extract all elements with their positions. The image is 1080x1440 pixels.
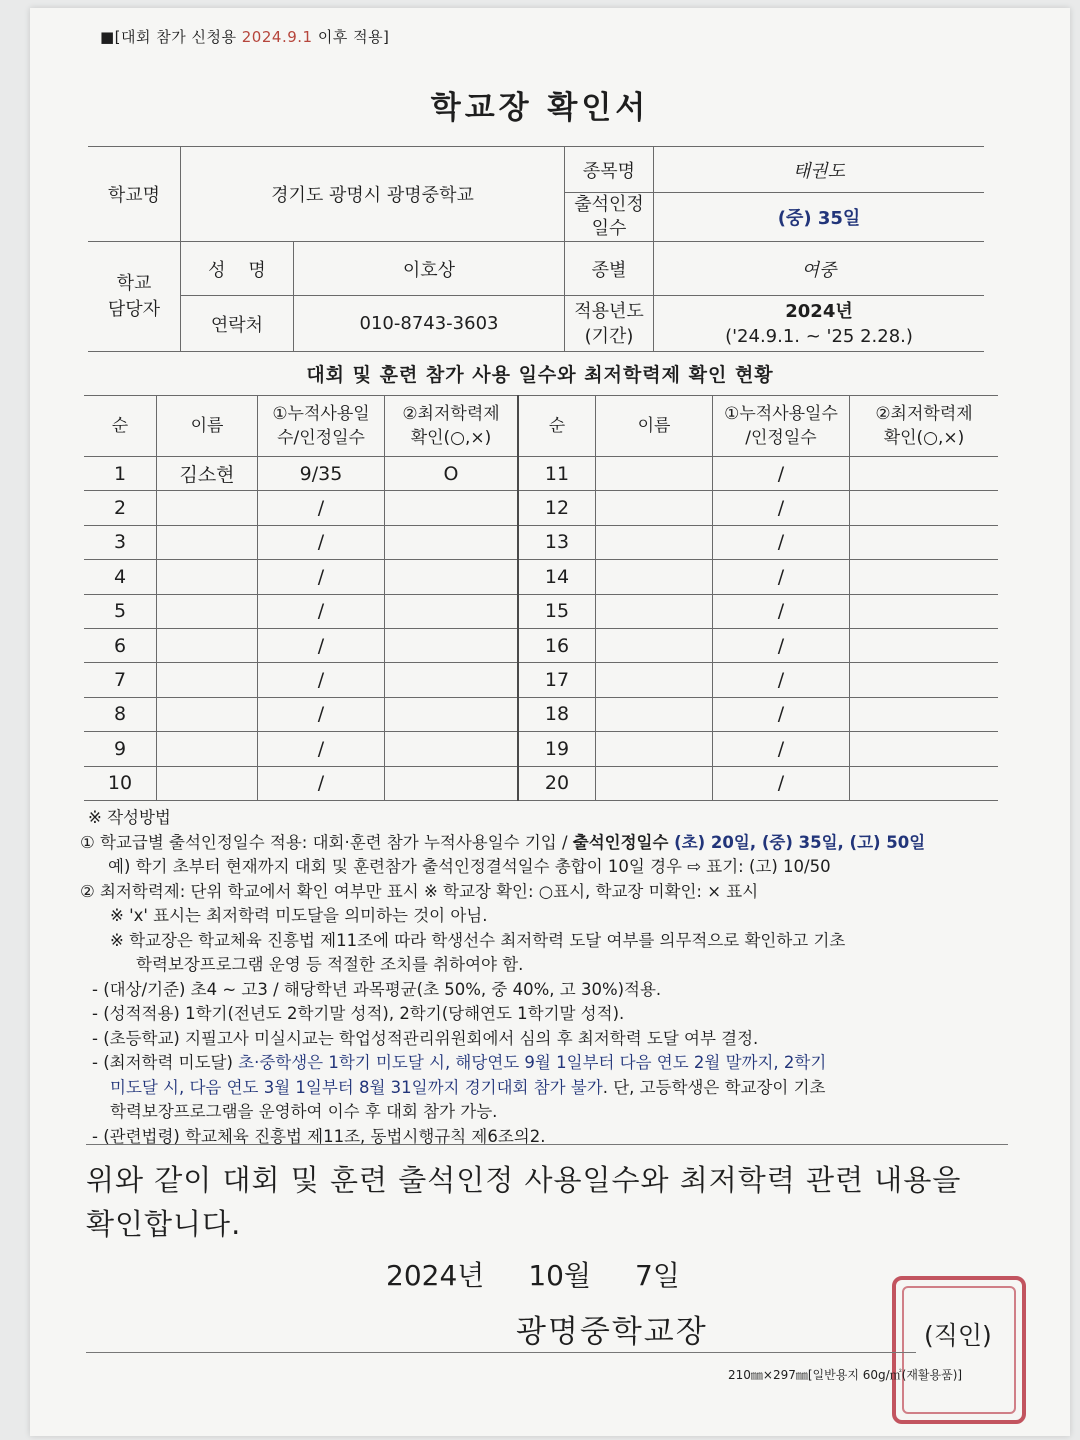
row-no: 10 xyxy=(84,766,157,800)
row-name xyxy=(157,560,258,594)
bullet-grades: - (성적적용) 1학기(전년도 2학기말 성적), 2학기(당해연도 1학기말 성적). xyxy=(92,1004,625,1023)
row-no: 3 xyxy=(84,525,157,559)
row-name-right xyxy=(596,525,713,559)
bullet-underachieve-rule: 초·중학생은 1학기 미도달 시, 해당연도 9월 1일부터 다음 연도 2월 말까지, 2학기 xyxy=(238,1053,827,1072)
year-label-line2: (기간) xyxy=(584,325,634,347)
row-check-right xyxy=(850,491,999,525)
row-no-right: 14 xyxy=(518,560,596,594)
document-title: 학교장 확인서 xyxy=(430,90,650,126)
row-days: / xyxy=(258,525,385,559)
row-check-right xyxy=(850,457,999,491)
row-days-right: / xyxy=(713,491,850,525)
manager-label-line1: 학교 xyxy=(116,272,152,294)
table-row xyxy=(84,697,998,731)
row-days: / xyxy=(258,732,385,766)
col-days-right-line1: ①누적사용일수 xyxy=(724,404,838,424)
row-no-right: 11 xyxy=(518,457,596,491)
row-days-right: / xyxy=(713,663,850,697)
sign-date xyxy=(386,1254,680,1294)
row-check xyxy=(385,766,519,800)
note-1-days: (초) 20일, (중) 35일, (고) 50일 xyxy=(674,832,926,852)
year-value-line1: 2024년 xyxy=(785,300,853,322)
category-value: 여중 xyxy=(654,242,985,296)
school-value: 경기도 광명시 광명중학교 xyxy=(181,147,565,242)
row-name xyxy=(157,663,258,697)
row-days: / xyxy=(258,628,385,662)
row-check-right xyxy=(850,525,999,559)
row-days-right: / xyxy=(713,457,850,491)
row-name-right xyxy=(596,457,713,491)
col-days-line2: 수/인정일수 xyxy=(277,428,365,448)
row-name-right xyxy=(596,628,713,662)
row-check-right xyxy=(850,663,999,697)
row-check-right xyxy=(850,560,999,594)
form-tag xyxy=(100,26,389,47)
bullet-law: - (관련법령) 학교체육 진흥법 제11조, 동법시행규칙 제6조의2. xyxy=(92,1126,546,1146)
year-value-line2: ('24.9.1. ~ '25 2.28.) xyxy=(725,325,913,347)
school-label: 학교명 xyxy=(88,147,181,242)
status-title: 대회 및 훈련 참가 사용 일수와 최저학력제 확인 현황 xyxy=(306,364,774,386)
bullet-underachieve-label: - (최저학력 미도달) xyxy=(92,1053,239,1072)
row-name xyxy=(157,732,258,766)
note-2-sub1: ※ 'x' 표시는 최저학력 미도달을 의미하는 것이 아님. xyxy=(110,906,488,925)
row-no: 8 xyxy=(84,697,157,731)
col-check-right-line1: ②최저학력제 xyxy=(875,404,973,424)
bullet-underachieve-cont xyxy=(80,1076,1010,1101)
row-no: 4 xyxy=(84,560,157,594)
row-name-right xyxy=(596,697,713,731)
row-name xyxy=(157,628,258,662)
row-check-right xyxy=(850,628,999,662)
col-days-line1: ①누적사용일 xyxy=(272,404,370,424)
col-days-right-line2: /인정일수 xyxy=(745,428,817,448)
sign-year: 2024년 xyxy=(386,1259,485,1292)
row-name-right xyxy=(596,732,713,766)
col-days-right xyxy=(713,396,850,457)
col-check-line1: ②최저학력제 xyxy=(402,404,500,424)
table-row xyxy=(84,663,998,697)
manager-label-line2: 담당자 xyxy=(107,298,161,320)
school-info-table xyxy=(88,146,984,352)
row-no-right: 19 xyxy=(518,732,596,766)
sport-label: 종목명 xyxy=(565,147,654,193)
bullet-underachieve-rule-cont: 미도달 시, 다음 연도 3월 1일부터 8월 31일까지 경기대회 참가 불가 xyxy=(110,1077,603,1097)
row-name xyxy=(157,525,258,559)
row-days-right: / xyxy=(713,525,850,559)
row-name-right xyxy=(596,663,713,697)
note-1-text: ① 학교급별 출석인정일수 적용: 대회·훈련 참가 누적사용일수 기입 / xyxy=(80,832,573,852)
row-name xyxy=(157,594,258,628)
row-days-right: / xyxy=(713,732,850,766)
row-days: / xyxy=(258,560,385,594)
notes-heading: ※ 작성방법 xyxy=(88,808,171,827)
row-no-right: 17 xyxy=(518,663,596,697)
table-row xyxy=(84,594,998,628)
row-no: 9 xyxy=(84,732,157,766)
table-row xyxy=(84,457,998,491)
row-name xyxy=(157,697,258,731)
row-check xyxy=(385,525,519,559)
row-days-right: / xyxy=(713,766,850,800)
row-check xyxy=(385,697,519,731)
col-check-line2: 확인(○,×) xyxy=(410,428,492,448)
row-no: 5 xyxy=(84,594,157,628)
row-no-right: 12 xyxy=(518,491,596,525)
table-row xyxy=(84,628,998,662)
instructions xyxy=(80,806,1010,1149)
row-days-right: / xyxy=(713,697,850,731)
divider-top xyxy=(86,1144,1008,1145)
note-2-sub2: ※ 학교장은 학교체육 진흥법 제11조에 따라 학생선수 최저학력 도달 여부를 의무적으로 확인하고 기초 xyxy=(110,930,846,950)
row-days: / xyxy=(258,491,385,525)
paper-spec: 210㎜×297㎜[일반용지 60g/㎡(재활용품)] xyxy=(728,1368,963,1382)
confirmation-line2: 확인합니다. xyxy=(86,1207,242,1241)
row-days: / xyxy=(258,594,385,628)
category-label: 종별 xyxy=(565,242,654,296)
row-check xyxy=(385,491,519,525)
table-row xyxy=(84,491,998,525)
col-no: 순 xyxy=(84,396,157,457)
form-tag-suffix: 이후 적용] xyxy=(312,28,390,46)
row-days: / xyxy=(258,766,385,800)
row-no-right: 13 xyxy=(518,525,596,559)
table-row xyxy=(84,525,998,559)
year-label-line1: 적용년도 xyxy=(574,300,644,322)
confirmation-line1: 위와 같이 대회 및 훈련 출석인정 사용일수와 최저학력 관련 내용을 xyxy=(86,1163,962,1197)
col-name: 이름 xyxy=(157,396,258,457)
student-table xyxy=(84,395,998,801)
row-days-right: / xyxy=(713,628,850,662)
row-no: 6 xyxy=(84,628,157,662)
contact-value: 010-8743-3603 xyxy=(294,296,565,352)
row-name-right xyxy=(596,766,713,800)
name-label: 성 명 xyxy=(181,242,294,296)
bullet-target: - (대상/기준) 초4 ~ 고3 / 해당학년 과목평균(초 50%, 중 40%, 고 30%)적용. xyxy=(92,979,662,999)
form-tag-prefix: ■[대회 참가 신청용 xyxy=(100,28,242,46)
row-check xyxy=(385,594,519,628)
bullet-underachieve xyxy=(80,1051,1010,1076)
bullet-elementary: - (초등학교) 지필고사 미실시교는 학업성적관리위원회에서 심의 후 최저학력 도달 여부 결정. xyxy=(92,1028,759,1048)
row-check-right xyxy=(850,594,999,628)
row-days: 9/35 xyxy=(258,457,385,491)
row-check xyxy=(385,560,519,594)
row-check-right xyxy=(850,732,999,766)
row-days-right: / xyxy=(713,560,850,594)
row-no-right: 16 xyxy=(518,628,596,662)
table-row xyxy=(84,766,998,800)
row-check-right xyxy=(850,697,999,731)
sign-day: 7일 xyxy=(635,1259,680,1292)
row-days: / xyxy=(258,697,385,731)
row-check xyxy=(385,663,519,697)
row-check: O xyxy=(385,457,519,491)
row-name xyxy=(157,491,258,525)
row-check-right xyxy=(850,766,999,800)
row-no: 7 xyxy=(84,663,157,697)
row-check xyxy=(385,628,519,662)
bullet-underachieve-exception: . 단, 고등학생은 학교장이 기초 xyxy=(602,1077,826,1097)
contact-label: 연락처 xyxy=(181,296,294,352)
row-name xyxy=(157,766,258,800)
row-no: 1 xyxy=(84,457,157,491)
table-row xyxy=(84,732,998,766)
attendance-label-line1: 출석인정 xyxy=(574,194,644,215)
year-value xyxy=(654,296,985,352)
row-name-right xyxy=(596,560,713,594)
row-name: 김소현 xyxy=(157,457,258,491)
row-name-right xyxy=(596,491,713,525)
row-days-right: / xyxy=(713,594,850,628)
form-tag-date: 2024.9.1 xyxy=(241,28,313,46)
attendance-value: (중) 35일 xyxy=(654,193,985,242)
note-2: ② 최저학력제: 단위 학교에서 확인 여부만 표시 ※ 학교장 확인: ○표시, 학교장 미확인: × 표시 xyxy=(80,881,759,901)
note-1-example: 예) 학기 초부터 현재까지 대회 및 훈련참가 출석인정결석일수 총합이 10일 경우 ⇨ 표기: (고) 10/50 xyxy=(108,857,831,876)
confirmation-text xyxy=(86,1158,1006,1246)
col-check-right-line2: 확인(○,×) xyxy=(883,428,965,448)
attendance-label-line2: 일수 xyxy=(591,218,627,239)
col-no-right: 순 xyxy=(518,396,596,457)
year-label xyxy=(565,296,654,352)
row-name-right xyxy=(596,594,713,628)
seal-mark: (직인) xyxy=(924,1321,992,1350)
row-no-right: 18 xyxy=(518,697,596,731)
bullet-underachieve-end: 학력보장프로그램을 운영하여 이수 후 대회 참가 가능. xyxy=(110,1102,498,1121)
col-check xyxy=(385,396,519,457)
row-no: 2 xyxy=(84,491,157,525)
col-name-right: 이름 xyxy=(596,396,713,457)
row-no-right: 20 xyxy=(518,766,596,800)
note-2-sub2-cont: 학력보장프로그램 운영 등 적절한 조치를 취하여야 함. xyxy=(136,955,524,974)
manager-label xyxy=(88,242,181,352)
attendance-label xyxy=(565,193,654,242)
col-check-right xyxy=(850,396,999,457)
table-row xyxy=(84,560,998,594)
sport-value: 태권도 xyxy=(654,147,985,193)
note-1 xyxy=(80,831,1010,856)
col-days xyxy=(258,396,385,457)
row-no-right: 15 xyxy=(518,594,596,628)
divider-bottom xyxy=(86,1352,916,1353)
principal-name: 광명중학교장 xyxy=(516,1314,708,1350)
row-days: / xyxy=(258,663,385,697)
name-value: 이호상 xyxy=(294,242,565,296)
row-check xyxy=(385,732,519,766)
note-1-bold: 출석인정일수 xyxy=(572,832,675,852)
sign-month: 10월 xyxy=(528,1259,591,1292)
